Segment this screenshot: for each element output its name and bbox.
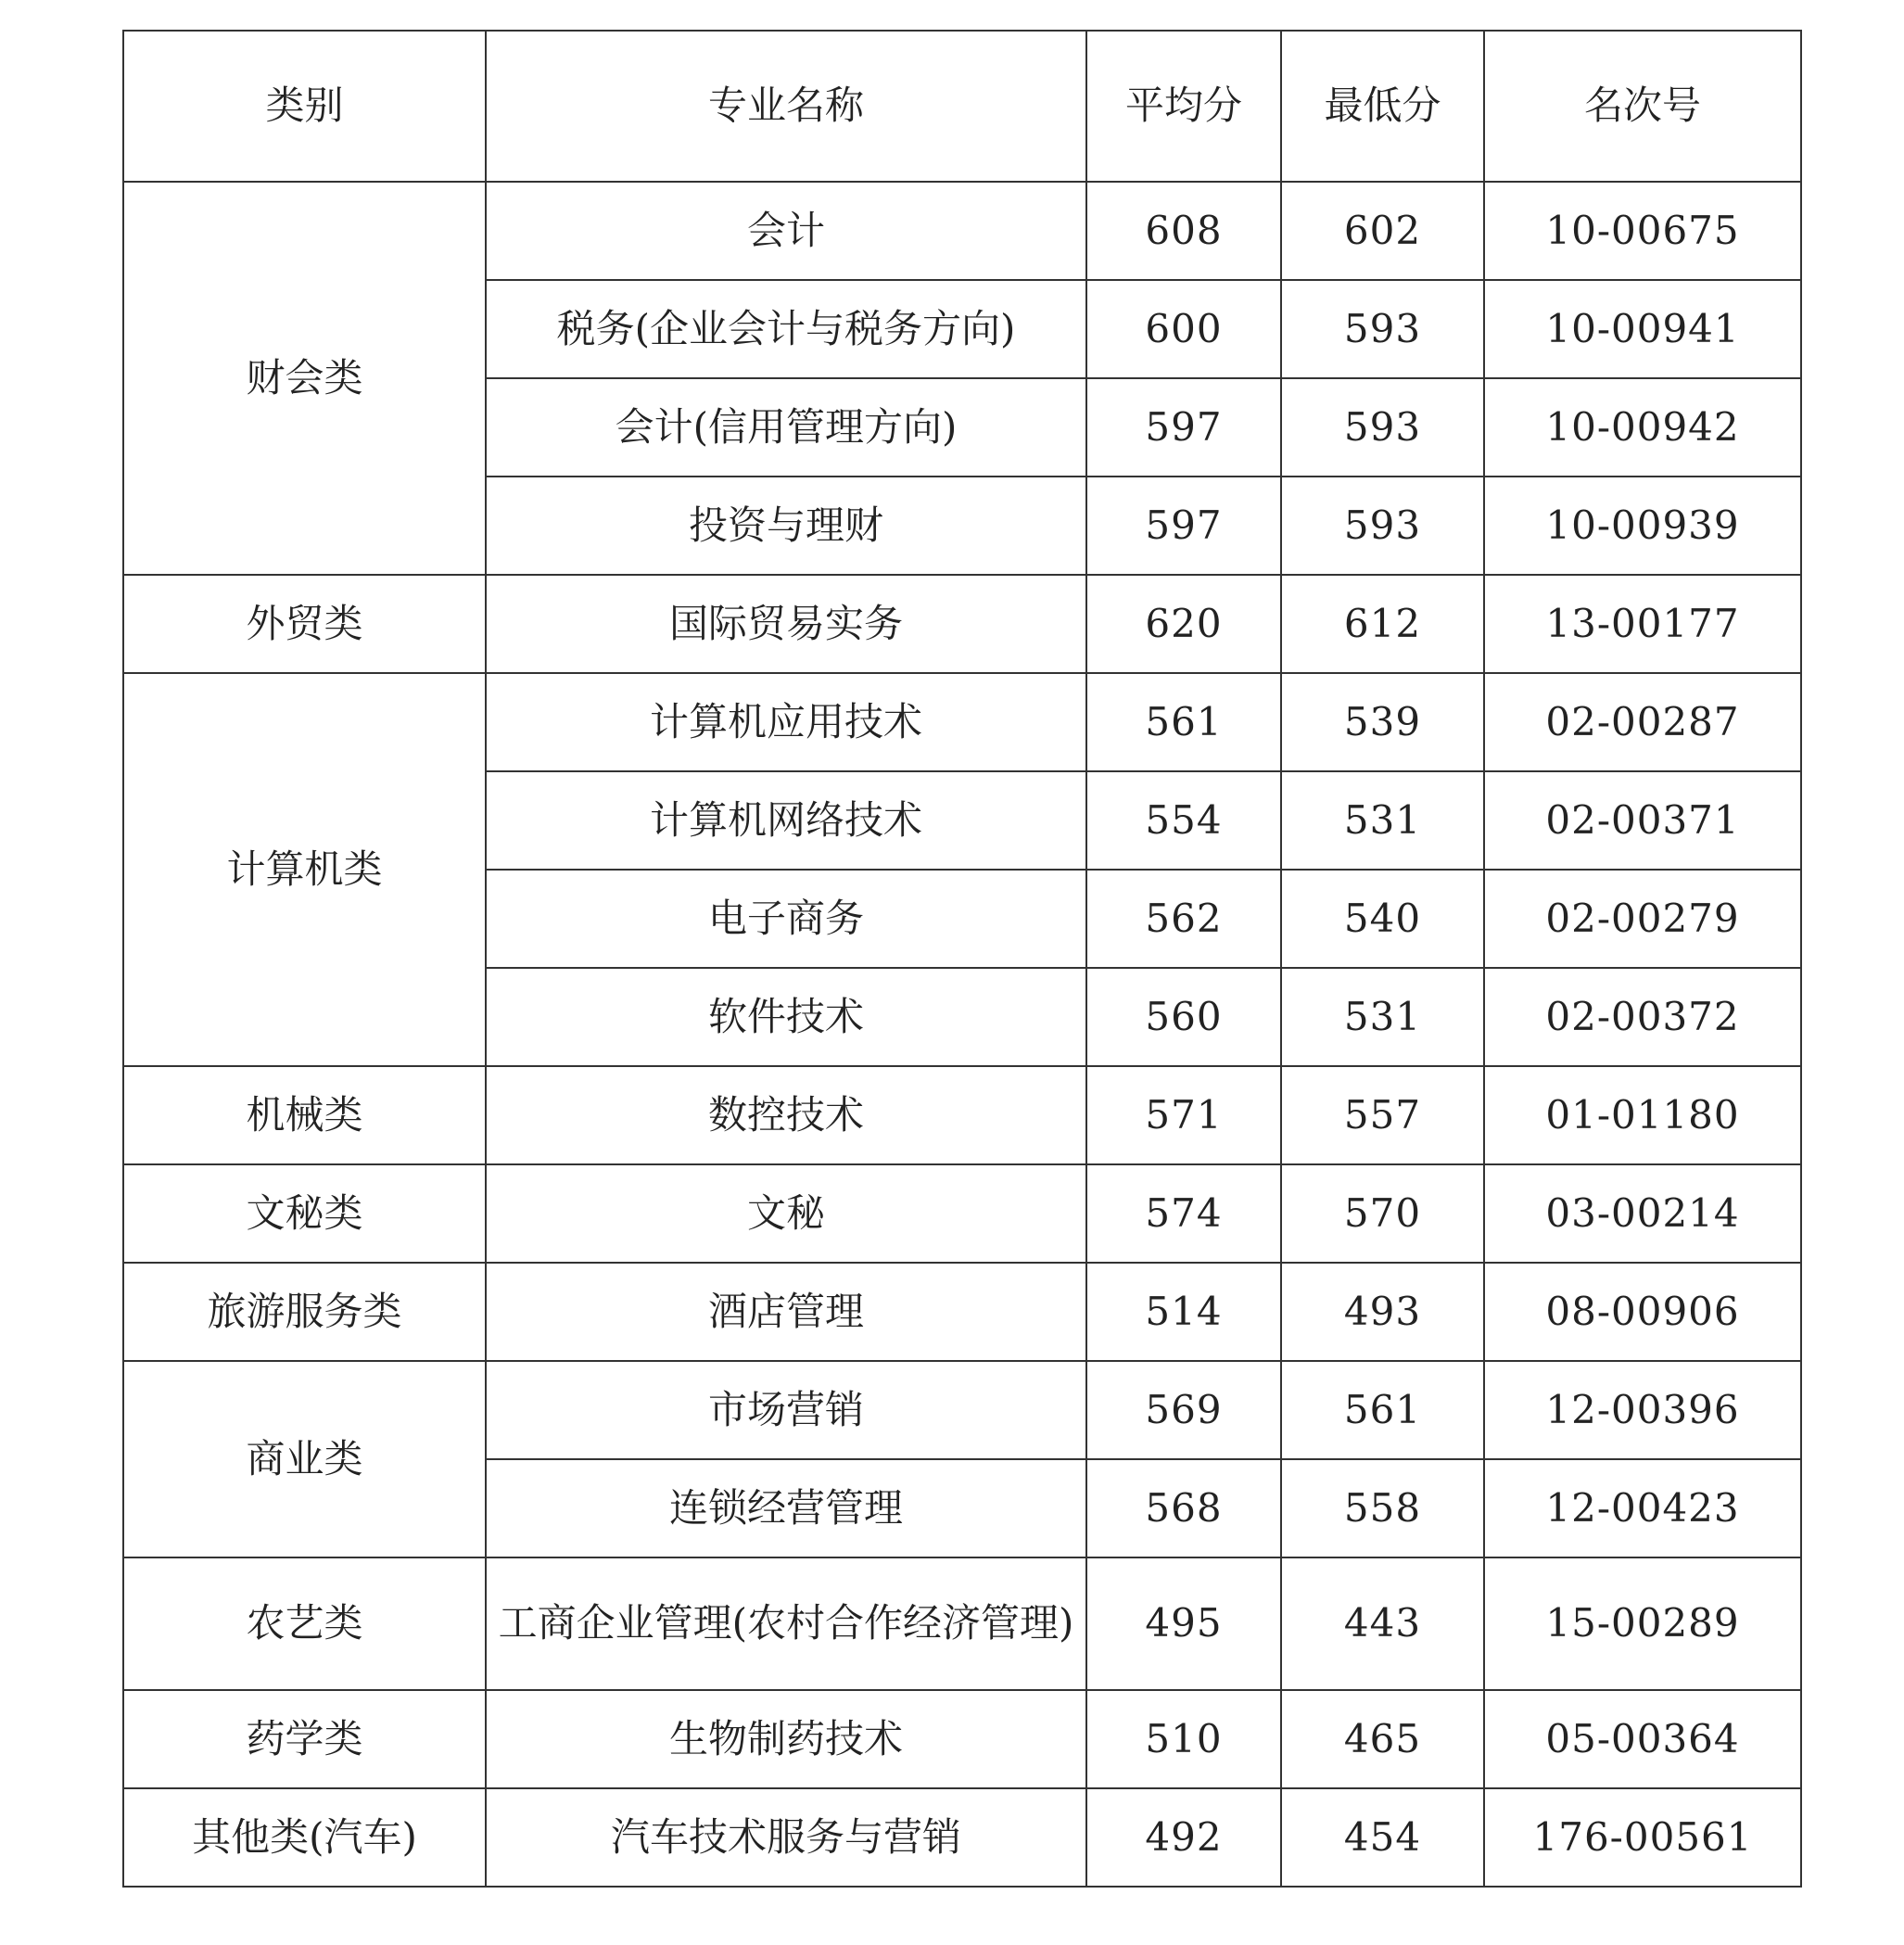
average-score-cell: 620 (1086, 575, 1281, 673)
average-score-cell: 600 (1086, 280, 1281, 378)
table-row (123, 1361, 1801, 1459)
min-score-cell: 593 (1281, 378, 1484, 477)
average-score-cell: 495 (1086, 1557, 1281, 1690)
rank-number-cell: 15-00289 (1484, 1557, 1801, 1690)
rank-number-cell: 05-00364 (1484, 1690, 1801, 1788)
category-cell: 计算机类 (123, 673, 486, 1066)
table-row (123, 1557, 1801, 1690)
rank-number-cell: 10-00939 (1484, 477, 1801, 575)
major-cell: 市场营销 (486, 1361, 1086, 1459)
min-score-cell: 561 (1281, 1361, 1484, 1459)
rank-number-cell: 10-00675 (1484, 182, 1801, 280)
major-cell: 电子商务 (486, 870, 1086, 968)
major-cell: 会计(信用管理方向) (486, 378, 1086, 477)
average-score-cell: 608 (1086, 182, 1281, 280)
min-score-cell: 531 (1281, 771, 1484, 870)
min-score-cell: 493 (1281, 1263, 1484, 1361)
min-score-cell: 454 (1281, 1788, 1484, 1887)
major-cell: 数控技术 (486, 1066, 1086, 1164)
major-cell: 软件技术 (486, 968, 1086, 1066)
major-cell: 工商企业管理(农村合作经济管理) (486, 1557, 1086, 1690)
rank-number-cell: 02-00279 (1484, 870, 1801, 968)
major-cell: 汽车技术服务与营销 (486, 1788, 1086, 1887)
category-cell: 文秘类 (123, 1164, 486, 1263)
min-score-cell: 593 (1281, 477, 1484, 575)
rank-number-cell: 176-00561 (1484, 1788, 1801, 1887)
header-rank-number: 名次号 (1484, 31, 1801, 182)
category-cell: 其他类(汽车) (123, 1788, 486, 1887)
rank-number-cell: 10-00941 (1484, 280, 1801, 378)
min-score-cell: 593 (1281, 280, 1484, 378)
rank-number-cell: 12-00396 (1484, 1361, 1801, 1459)
table-row (123, 1164, 1801, 1263)
header-category: 类别 (123, 31, 486, 182)
major-cell: 国际贸易实务 (486, 575, 1086, 673)
average-score-cell: 569 (1086, 1361, 1281, 1459)
rank-number-cell: 10-00942 (1484, 378, 1801, 477)
rank-number-cell: 02-00287 (1484, 673, 1801, 771)
table-row (123, 1788, 1801, 1887)
average-score-cell: 597 (1086, 378, 1281, 477)
header-major: 专业名称 (486, 31, 1086, 182)
table-row (123, 1263, 1801, 1361)
category-cell: 药学类 (123, 1690, 486, 1788)
average-score-cell: 561 (1086, 673, 1281, 771)
average-score-cell: 554 (1086, 771, 1281, 870)
min-score-cell: 570 (1281, 1164, 1484, 1263)
average-score-cell: 571 (1086, 1066, 1281, 1164)
average-score-cell: 510 (1086, 1690, 1281, 1788)
major-cell: 文秘 (486, 1164, 1086, 1263)
rank-number-cell: 03-00214 (1484, 1164, 1801, 1263)
min-score-cell: 612 (1281, 575, 1484, 673)
category-cell: 财会类 (123, 182, 486, 575)
category-cell: 旅游服务类 (123, 1263, 486, 1361)
average-score-cell: 562 (1086, 870, 1281, 968)
rank-number-cell: 08-00906 (1484, 1263, 1801, 1361)
table-header-row (123, 31, 1801, 182)
table-row (123, 673, 1801, 771)
header-min-score: 最低分 (1281, 31, 1484, 182)
table-row (123, 1690, 1801, 1788)
rank-number-cell: 02-00372 (1484, 968, 1801, 1066)
major-cell: 会计 (486, 182, 1086, 280)
admission-scores-table (122, 30, 1802, 1888)
major-cell: 计算机网络技术 (486, 771, 1086, 870)
major-cell: 连锁经营管理 (486, 1459, 1086, 1557)
rank-number-cell: 13-00177 (1484, 575, 1801, 673)
average-score-cell: 560 (1086, 968, 1281, 1066)
header-average-score: 平均分 (1086, 31, 1281, 182)
average-score-cell: 568 (1086, 1459, 1281, 1557)
table-row (123, 575, 1801, 673)
category-cell: 农艺类 (123, 1557, 486, 1690)
major-cell: 税务(企业会计与税务方向) (486, 280, 1086, 378)
category-cell: 机械类 (123, 1066, 486, 1164)
major-cell: 酒店管理 (486, 1263, 1086, 1361)
table-row (123, 1066, 1801, 1164)
category-cell: 商业类 (123, 1361, 486, 1557)
min-score-cell: 540 (1281, 870, 1484, 968)
category-cell: 外贸类 (123, 575, 486, 673)
min-score-cell: 465 (1281, 1690, 1484, 1788)
average-score-cell: 574 (1086, 1164, 1281, 1263)
rank-number-cell: 02-00371 (1484, 771, 1801, 870)
rank-number-cell: 12-00423 (1484, 1459, 1801, 1557)
rank-number-cell: 01-01180 (1484, 1066, 1801, 1164)
min-score-cell: 443 (1281, 1557, 1484, 1690)
average-score-cell: 514 (1086, 1263, 1281, 1361)
min-score-cell: 531 (1281, 968, 1484, 1066)
min-score-cell: 558 (1281, 1459, 1484, 1557)
average-score-cell: 492 (1086, 1788, 1281, 1887)
average-score-cell: 597 (1086, 477, 1281, 575)
min-score-cell: 557 (1281, 1066, 1484, 1164)
major-cell: 投资与理财 (486, 477, 1086, 575)
major-cell: 生物制药技术 (486, 1690, 1086, 1788)
table-row (123, 182, 1801, 280)
min-score-cell: 539 (1281, 673, 1484, 771)
min-score-cell: 602 (1281, 182, 1484, 280)
major-cell: 计算机应用技术 (486, 673, 1086, 771)
